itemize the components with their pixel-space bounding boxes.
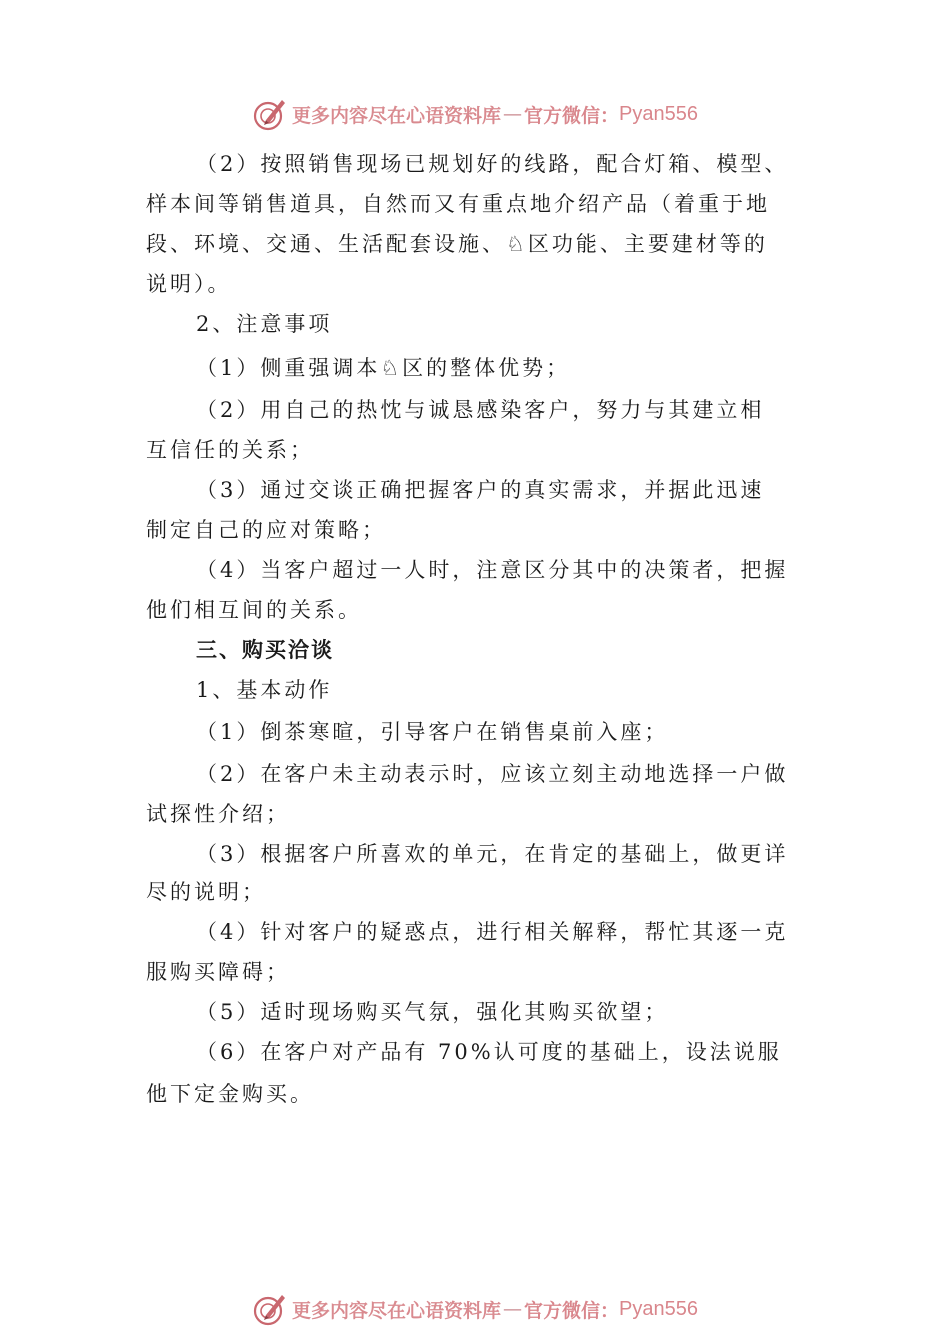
brand-text: 更多内容尽在心语资料库	[292, 104, 502, 127]
wechat-label: 官方微信：	[524, 104, 620, 127]
paragraph-line: 他下定金购买。	[146, 1082, 314, 1106]
paragraph-line: 样本间等销售道具，自然而又有重点地介绍产品（着重于地	[146, 192, 770, 216]
paragraph-line: （2）按照销售现场已规划好的线路，配合灯箱、模型、	[196, 152, 789, 176]
brand-text: 更多内容尽在心语资料库	[292, 1299, 502, 1322]
banner-dash: —	[503, 103, 523, 125]
pen-seal-icon	[252, 96, 288, 132]
paragraph-line: （1）侧重强调本♘区的整体优势；	[196, 356, 571, 380]
paragraph-line: （2）用自己的热忱与诚恳感染客户，努力与其建立相	[196, 398, 765, 422]
paragraph-line: 段、环境、交通、生活配套设施、♘区功能、主要建材等的	[146, 232, 768, 256]
pen-seal-icon	[252, 1291, 288, 1327]
wechat-label: 官方微信：	[524, 1299, 620, 1322]
paragraph-line: （3）通过交谈正确把握客户的真实需求，并据此迅速	[196, 478, 765, 502]
header-watermark	[0, 94, 950, 134]
paragraph-line: （1）倒茶寒暄，引导客户在销售桌前入座；	[196, 720, 669, 744]
paragraph-line: 尽的说明；	[146, 880, 266, 904]
footer-watermark	[0, 1289, 950, 1329]
section-heading: 三、购买洽谈	[196, 638, 334, 662]
subheading: 2、注意事项	[196, 312, 333, 336]
wechat-handle: Pyan556	[619, 1297, 698, 1320]
paragraph-line: （4）当客户超过一人时，注意区分其中的决策者，把握	[196, 558, 789, 582]
paragraph-line: 互信任的关系；	[146, 438, 314, 462]
paragraph-line: （4）针对客户的疑惑点，进行相关解释，帮忙其逐一克	[196, 920, 789, 944]
paragraph-line: 他们相互间的关系。	[146, 598, 362, 622]
wechat-handle: Pyan556	[619, 102, 698, 125]
paragraph-line: 说明）。	[146, 272, 232, 296]
subheading: 1、基本动作	[196, 678, 333, 702]
banner-dash: —	[503, 1298, 523, 1320]
paragraph-line: （2）在客户未主动表示时，应该立刻主动地选择一户做	[196, 762, 789, 786]
paragraph-line: （3）根据客户所喜欢的单元，在肯定的基础上，做更详	[196, 842, 789, 866]
paragraph-line: 试探性介绍；	[146, 802, 290, 826]
paragraph-line: （6）在客户对产品有 70%认可度的基础上，设法说服	[196, 1040, 782, 1064]
paragraph-line: 服购买障碍；	[146, 960, 290, 984]
paragraph-line: 制定自己的应对策略；	[146, 518, 386, 542]
paragraph-line: （5）适时现场购买气氛，强化其购买欲望；	[196, 1000, 669, 1024]
